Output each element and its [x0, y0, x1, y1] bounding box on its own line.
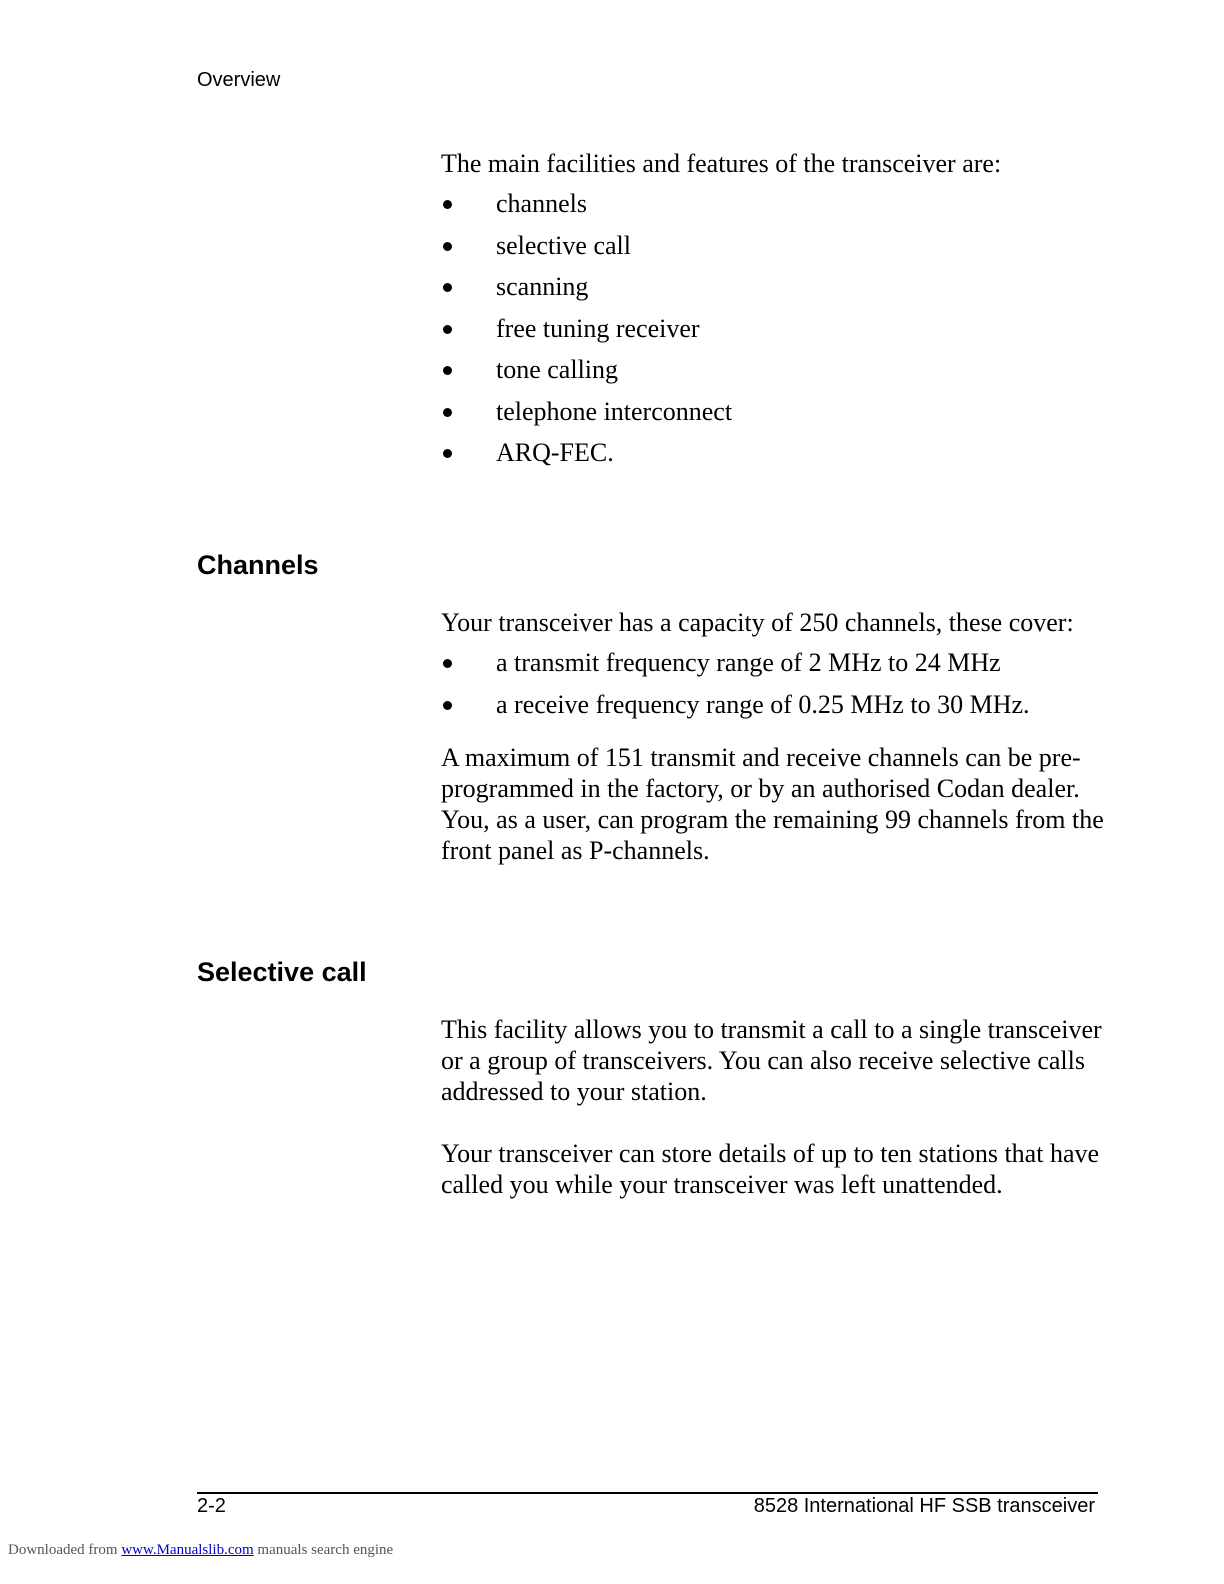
running-header: Overview: [197, 69, 281, 91]
download-prefix: Downloaded from: [8, 1542, 118, 1558]
download-notice: [8, 1542, 393, 1559]
intro-section: [441, 148, 1111, 474]
channels-heading: Channels: [197, 550, 319, 580]
list-item: ARQ-FEC.: [441, 432, 1111, 474]
list-item: scanning: [441, 266, 1111, 308]
footer-product-title: 8528 International HF SSB transceiver: [753, 1495, 1095, 1517]
list-item: a receive frequency range of 0.25 MHz to 30 MHz.: [441, 684, 1111, 726]
bullet-icon: [443, 283, 452, 292]
bullet-icon: [443, 659, 452, 668]
bullet-icon: [443, 701, 452, 710]
list-item: a transmit frequency range of 2 MHz to 24 MHz: [441, 642, 1111, 684]
bullet-icon: [443, 200, 452, 209]
intro-lead: The main facilities and features of the transceiver are:: [441, 149, 1002, 178]
selective-call-section: [441, 1014, 1111, 1200]
footer-rule: [197, 1492, 1098, 1494]
list-item: channels: [441, 183, 1111, 225]
list-item: selective call: [441, 225, 1111, 267]
bullet-icon: [443, 408, 452, 417]
list-item: telephone interconnect: [441, 391, 1111, 433]
list-item: tone calling: [441, 349, 1111, 391]
selective-call-heading: Selective call: [197, 957, 367, 987]
channels-section: [441, 607, 1111, 866]
manualslib-link[interactable]: www.Manualslib.com: [121, 1542, 254, 1558]
download-suffix: manuals search engine: [257, 1542, 394, 1558]
page-number: 2-2: [197, 1495, 226, 1517]
channels-paragraph: A maximum of 151 transmit and receive channels can be pre-programmed in the factory, or by an authorised Codan dealer. You, as a user, can program the remaining 99 channels from the front panel as P-channels.: [441, 743, 1104, 865]
bullet-icon: [443, 325, 452, 334]
channels-lead: Your transceiver has a capacity of 250 channels, these cover:: [441, 608, 1074, 637]
channels-list: [441, 642, 1111, 725]
bullet-icon: [443, 366, 452, 375]
bullet-icon: [443, 449, 452, 458]
feature-list: [441, 183, 1111, 474]
selective-call-paragraph-1: This facility allows you to transmit a call to a single transceiver or a group of transceivers. You can also receive selective calls addressed to your station.: [441, 1015, 1102, 1106]
bullet-icon: [443, 242, 452, 251]
selective-call-paragraph-2: Your transceiver can store details of up to ten stations that have called you while your transceiver was left unattended.: [441, 1139, 1100, 1199]
list-item: free tuning receiver: [441, 308, 1111, 350]
